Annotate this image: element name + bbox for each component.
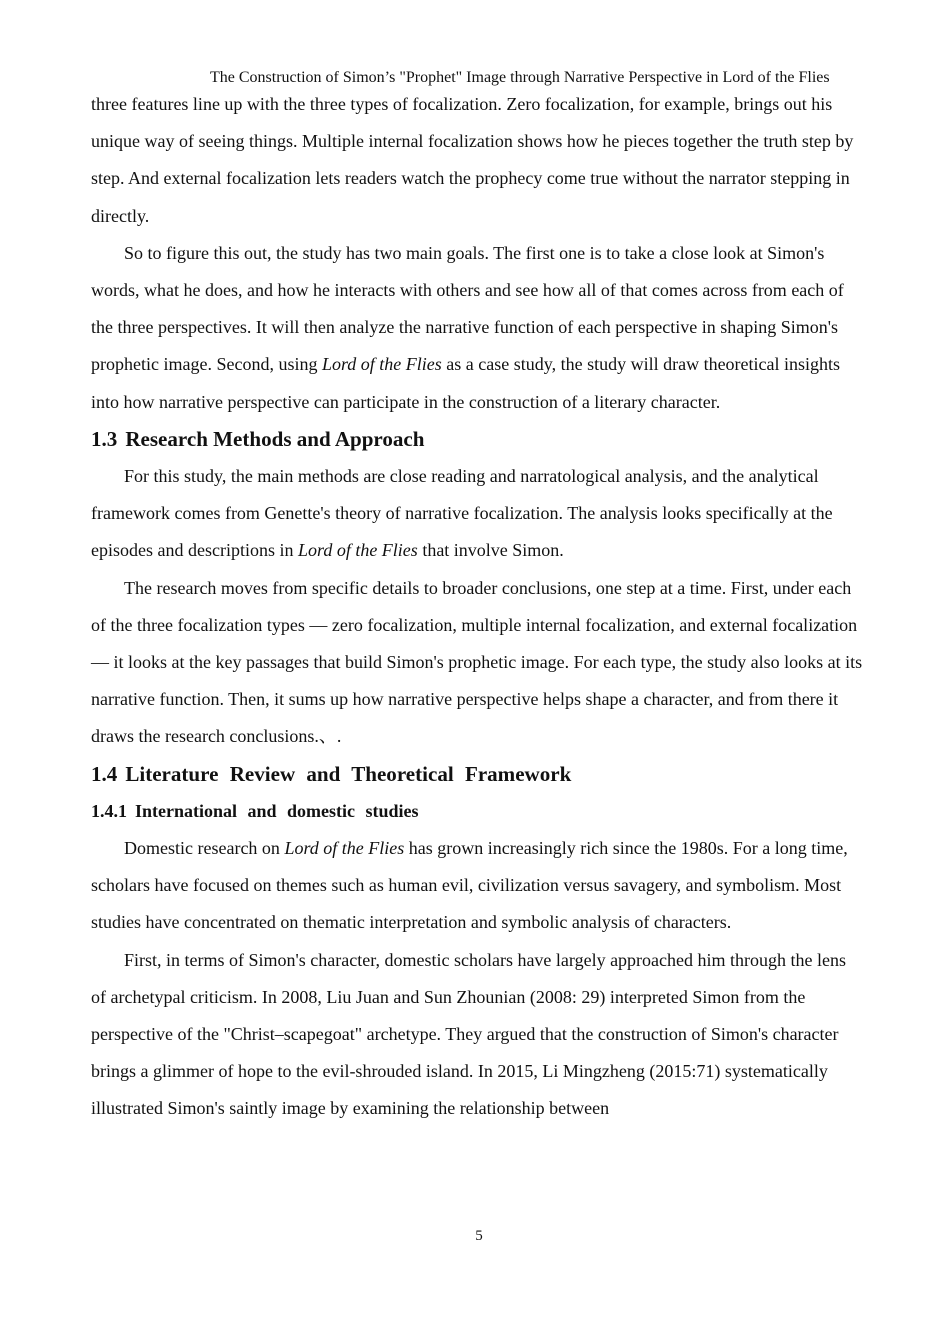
section-heading-1-4 [91, 756, 863, 793]
section-title: Literature Review and Theoretical Framework [125, 761, 572, 786]
subsection-heading-1-4-1 [91, 793, 863, 830]
book-title: Lord of the Flies [321, 354, 442, 375]
paragraph-text: For this study, the main methods are close reading and narratological analysis, and the analytical framework comes from Genette's theory of narrative focalization. The analysis looks specifically at the episodes and descriptions in [91, 466, 833, 561]
section-title: International and domestic studies [135, 800, 419, 821]
paragraph-domestic-research [91, 830, 863, 942]
section-number: 1.3 [91, 426, 118, 451]
body-text [91, 86, 863, 1128]
book-title: Lord of the Flies [297, 540, 418, 561]
running-header: The Construction of Simon’s "Prophet" Image through Narrative Perspective in Lord of the Flies [210, 69, 830, 86]
page-number: 5 [475, 1228, 483, 1244]
paragraph-study-goals [91, 235, 863, 421]
paragraph-text: So to figure this out, the study has two main goals. The first one is to take a close look at Simon's words, what he does, and how he interacts with others and see how all of that comes across from each of the three perspectives. It will then analyze the narrative function of each perspective in shaping Simon's prophetic image. Second, using [91, 242, 844, 375]
section-number: 1.4 [91, 761, 118, 786]
paragraph-research-steps: The research moves from specific details to broader conclusions, one step at a time. First, under each of the three focalization types — zero focalization, multiple internal focalization, and external focalization — it looks at the key passages that build Simon's prophetic image. For each type, the study also looks at its narrative function. Then, it sums up how narrative perspective helps shape a character, and from there it draws the research conclusions.、. [91, 577, 863, 747]
section-title: Research Methods and Approach [125, 426, 425, 451]
paragraph-text: that involve Simon. [417, 540, 564, 561]
paragraph-text: Domestic research on [124, 838, 285, 859]
paragraph-methods [91, 458, 863, 570]
paragraph-text: has grown increasingly rich since the 1980s. For a long time, scholars have focused on themes such as human evil, civilization versus savagery, and symbolism. Most studies have concentrated on thematic interpretation and symbolic analysis of characters. [91, 838, 848, 933]
paragraph-focalization-features: three features line up with the three types of focalization. Zero focalization, for example, brings out his unique way of seeing things. Multiple internal focalization shows how he pieces together the truth step by step. And external focalization lets readers watch the prophecy come true without the narrator stepping in directly. [91, 94, 854, 226]
paragraph-simon-archetype: First, in terms of Simon's character, domestic scholars have largely approached him through the lens of archetypal criticism. In 2008, Liu Juan and Sun Zhounian (2008: 29) interpreted Simon from the perspective of the "Christ–scapegoat" archetype. They argued that the construction of Simon's character brings a glimmer of hope to the evil-shrouded island. In 2015, Li Mingzheng (2015:71) systematically illustrated Simon's saintly image by examining the relationship between [91, 949, 847, 1119]
book-title: Lord of the Flies [284, 838, 405, 859]
paragraph-text: as a case study, the study will draw theoretical insights into how narrative perspective can participate in the construction of a literary character. [91, 354, 841, 412]
section-heading-1-3 [91, 421, 863, 458]
section-number: 1.4.1 [91, 800, 127, 821]
